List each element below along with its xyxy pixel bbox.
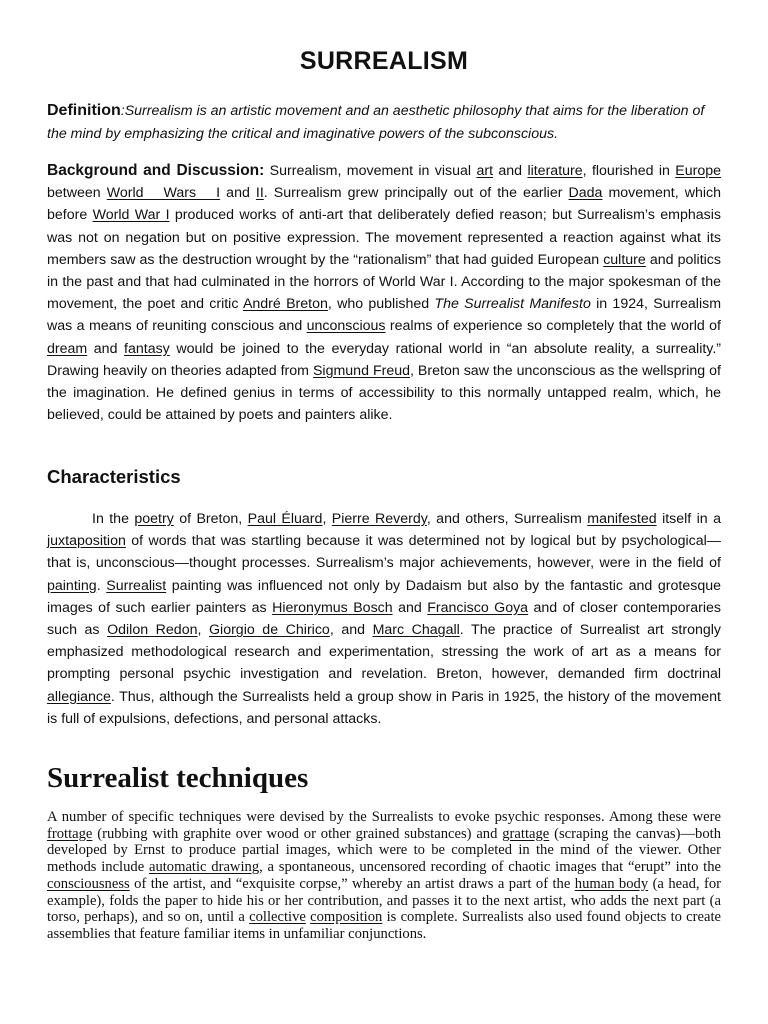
text-run: , a spontaneous, uncensored recording of chaotic images that “erupt” into the xyxy=(259,859,721,876)
text-run: , and xyxy=(329,622,373,639)
text-run: In the xyxy=(92,511,135,527)
link-unconscious[interactable]: unconscious xyxy=(306,318,386,335)
link-fantasy[interactable]: fantasy xyxy=(124,340,170,357)
link-collective[interactable]: collective xyxy=(249,909,306,926)
link-ii[interactable]: II xyxy=(255,185,264,202)
text-run: and xyxy=(493,163,528,179)
link-painting[interactable]: painting xyxy=(47,577,97,594)
text-run: , who published xyxy=(327,296,435,313)
link-world-war-i[interactable]: World War I xyxy=(92,207,170,224)
text-run: and politics in the past and that had culminated in the horrors of World War I. According to the major spokesman of the movement, the poet and critic xyxy=(47,251,721,313)
link-dada[interactable]: Dada xyxy=(568,185,603,202)
link-europe[interactable]: Europe xyxy=(675,163,722,179)
text-run: (rubbing with graphite over wood or other grained substances) and xyxy=(92,825,503,842)
text-run: . The practice of Surrealist art strongly emphasized methodological research and experimentation, stressing the work of art as a means for prompting personal psychic investigation and revelation. Breton, however, demanded firm doctrinal xyxy=(47,622,721,683)
link-sigmund-freud[interactable]: Sigmund Freud xyxy=(312,362,411,379)
text-run: realms of experience so completely that the world of xyxy=(385,318,721,335)
text-run: , xyxy=(197,622,209,639)
link-allegiance[interactable]: allegiance xyxy=(47,688,111,705)
link-andre-breton[interactable]: André Breton xyxy=(242,296,328,313)
text-run: itself in a xyxy=(656,511,721,527)
text-run: and xyxy=(87,340,125,357)
text-run: (scraping the canvas)—both developed by Ernst to produce partial images, which were to be completed in the mind of the viewer. Other methods include xyxy=(47,825,721,876)
text-run: and xyxy=(220,185,256,202)
text-run: of Breton, xyxy=(173,511,248,527)
techniques-paragraph xyxy=(47,809,721,943)
text-run: Surrealism, movement in visual xyxy=(264,163,477,179)
link-frottage[interactable]: frottage xyxy=(47,825,93,842)
text-run: . xyxy=(96,577,107,594)
link-giorgio-de-chirico[interactable]: Giorgio de Chirico xyxy=(209,622,330,639)
text-run: A number of specific techniques were devised by the Surrealists to evoke psychic responses. Among these were xyxy=(47,809,721,825)
link-composition[interactable]: composition xyxy=(310,909,383,926)
link-pierre-reverdy[interactable]: Pierre Reverdy xyxy=(331,511,427,527)
background-paragraph xyxy=(47,160,721,426)
text-run: (a head, for example), folds the paper to hide his or her contribution, and passes it to the next artist, who adds the next part (a torso, perhaps), and so on, until a xyxy=(47,875,721,926)
text-run: movement, which before xyxy=(47,185,721,224)
link-dream[interactable]: dream xyxy=(47,340,88,357)
link-culture[interactable]: culture xyxy=(603,251,646,268)
text-run: , and others, Surrealism xyxy=(426,511,588,527)
text-run: between xyxy=(47,185,107,202)
link-grattage[interactable]: grattage xyxy=(502,825,550,842)
link-odilon-redon[interactable]: Odilon Redon xyxy=(107,622,198,639)
text-run: . Thus, although the Surrealists held a group show in Paris in 1925, the history of the movement is full of expulsions, defections, and personal attacks. xyxy=(47,688,721,727)
text-run: and xyxy=(392,599,428,616)
text-run: would be joined to the everyday rational world in “an absolute reality, a surreality.” Drawing heavily on theories adapted from xyxy=(47,340,721,379)
text-run: produced works of anti-art that deliberately defied reason; but Surrealism’s emphasis was not on negation but on positive expression. The movement represented a reaction against what its members saw as the destruction wrought by the “rationalism” that had guided European xyxy=(47,207,721,268)
link-hieronymus-bosch[interactable]: Hieronymus Bosch xyxy=(272,599,393,616)
link-surrealist[interactable]: Surrealist xyxy=(106,577,167,594)
link-literature[interactable]: literature xyxy=(527,163,583,179)
techniques-heading: Surrealist techniques xyxy=(47,762,309,794)
characteristics-paragraph xyxy=(47,508,721,730)
link-consciousness[interactable]: consciousness xyxy=(47,875,130,892)
definition-text: :Surrealism is an artistic movement and an aesthetic philosophy that aims for the liberation of the mind by emphasizing the critical and imaginative powers of the subconscious. xyxy=(47,103,705,142)
link-art[interactable]: art xyxy=(476,163,494,179)
link-poetry[interactable]: poetry xyxy=(134,511,174,527)
text-run: in 1924, Surrealism was a means of reuniting conscious and xyxy=(47,296,722,335)
link-paul-eluard[interactable]: Paul Éluard xyxy=(247,511,323,527)
text-run: , xyxy=(322,511,332,527)
text-run: and of closer contemporaries such as xyxy=(47,599,721,639)
definition-label: Definition xyxy=(47,102,121,119)
link-automatic-drawing[interactable]: automatic drawing xyxy=(148,859,260,876)
link-francisco-goya[interactable]: Francisco Goya xyxy=(427,599,529,616)
text-run: of the artist, and “exquisite corpse,” whereby an artist draws a part of the xyxy=(129,875,575,892)
link-human-body[interactable]: human body xyxy=(574,875,649,892)
page-title: SURREALISM xyxy=(299,47,469,75)
link-manifested[interactable]: manifested xyxy=(587,511,657,527)
text-run: , Breton saw the unconscious as the wellspring of the imagination. He defined genius in terms of accessibility to this normally untapped realm, which, he believed, could be attained by poets and painters alike. xyxy=(47,362,722,424)
text-run: painting was influenced not only by Dadaism but also by the fantastic and grotesque images of such earlier painters as xyxy=(47,577,721,616)
characteristics-heading: Characteristics xyxy=(47,466,181,487)
text-run: . Surrealism grew principally out of the earlier xyxy=(263,185,569,202)
book-title: The Surrealist Manifesto xyxy=(434,296,591,313)
link-marc-chagall[interactable]: Marc Chagall xyxy=(372,622,460,639)
definition-paragraph xyxy=(47,99,721,146)
link-world-wars-i[interactable]: World Wars I xyxy=(106,185,221,202)
background-label: Background and Discussion: xyxy=(47,162,265,179)
text-run: of words that was startling because it was determined not by logical but by psychological—that is, unconscious—thought processes. Surrealism’s major achievements, however, were in the field of xyxy=(47,533,721,572)
text-run: , flourished in xyxy=(582,163,676,179)
link-juxtaposition[interactable]: juxtaposition xyxy=(47,533,126,550)
text-run: is complete. Surrealists also used found objects to create assemblies that feature familiar items in unfamiliar conjunctions. xyxy=(47,909,722,942)
